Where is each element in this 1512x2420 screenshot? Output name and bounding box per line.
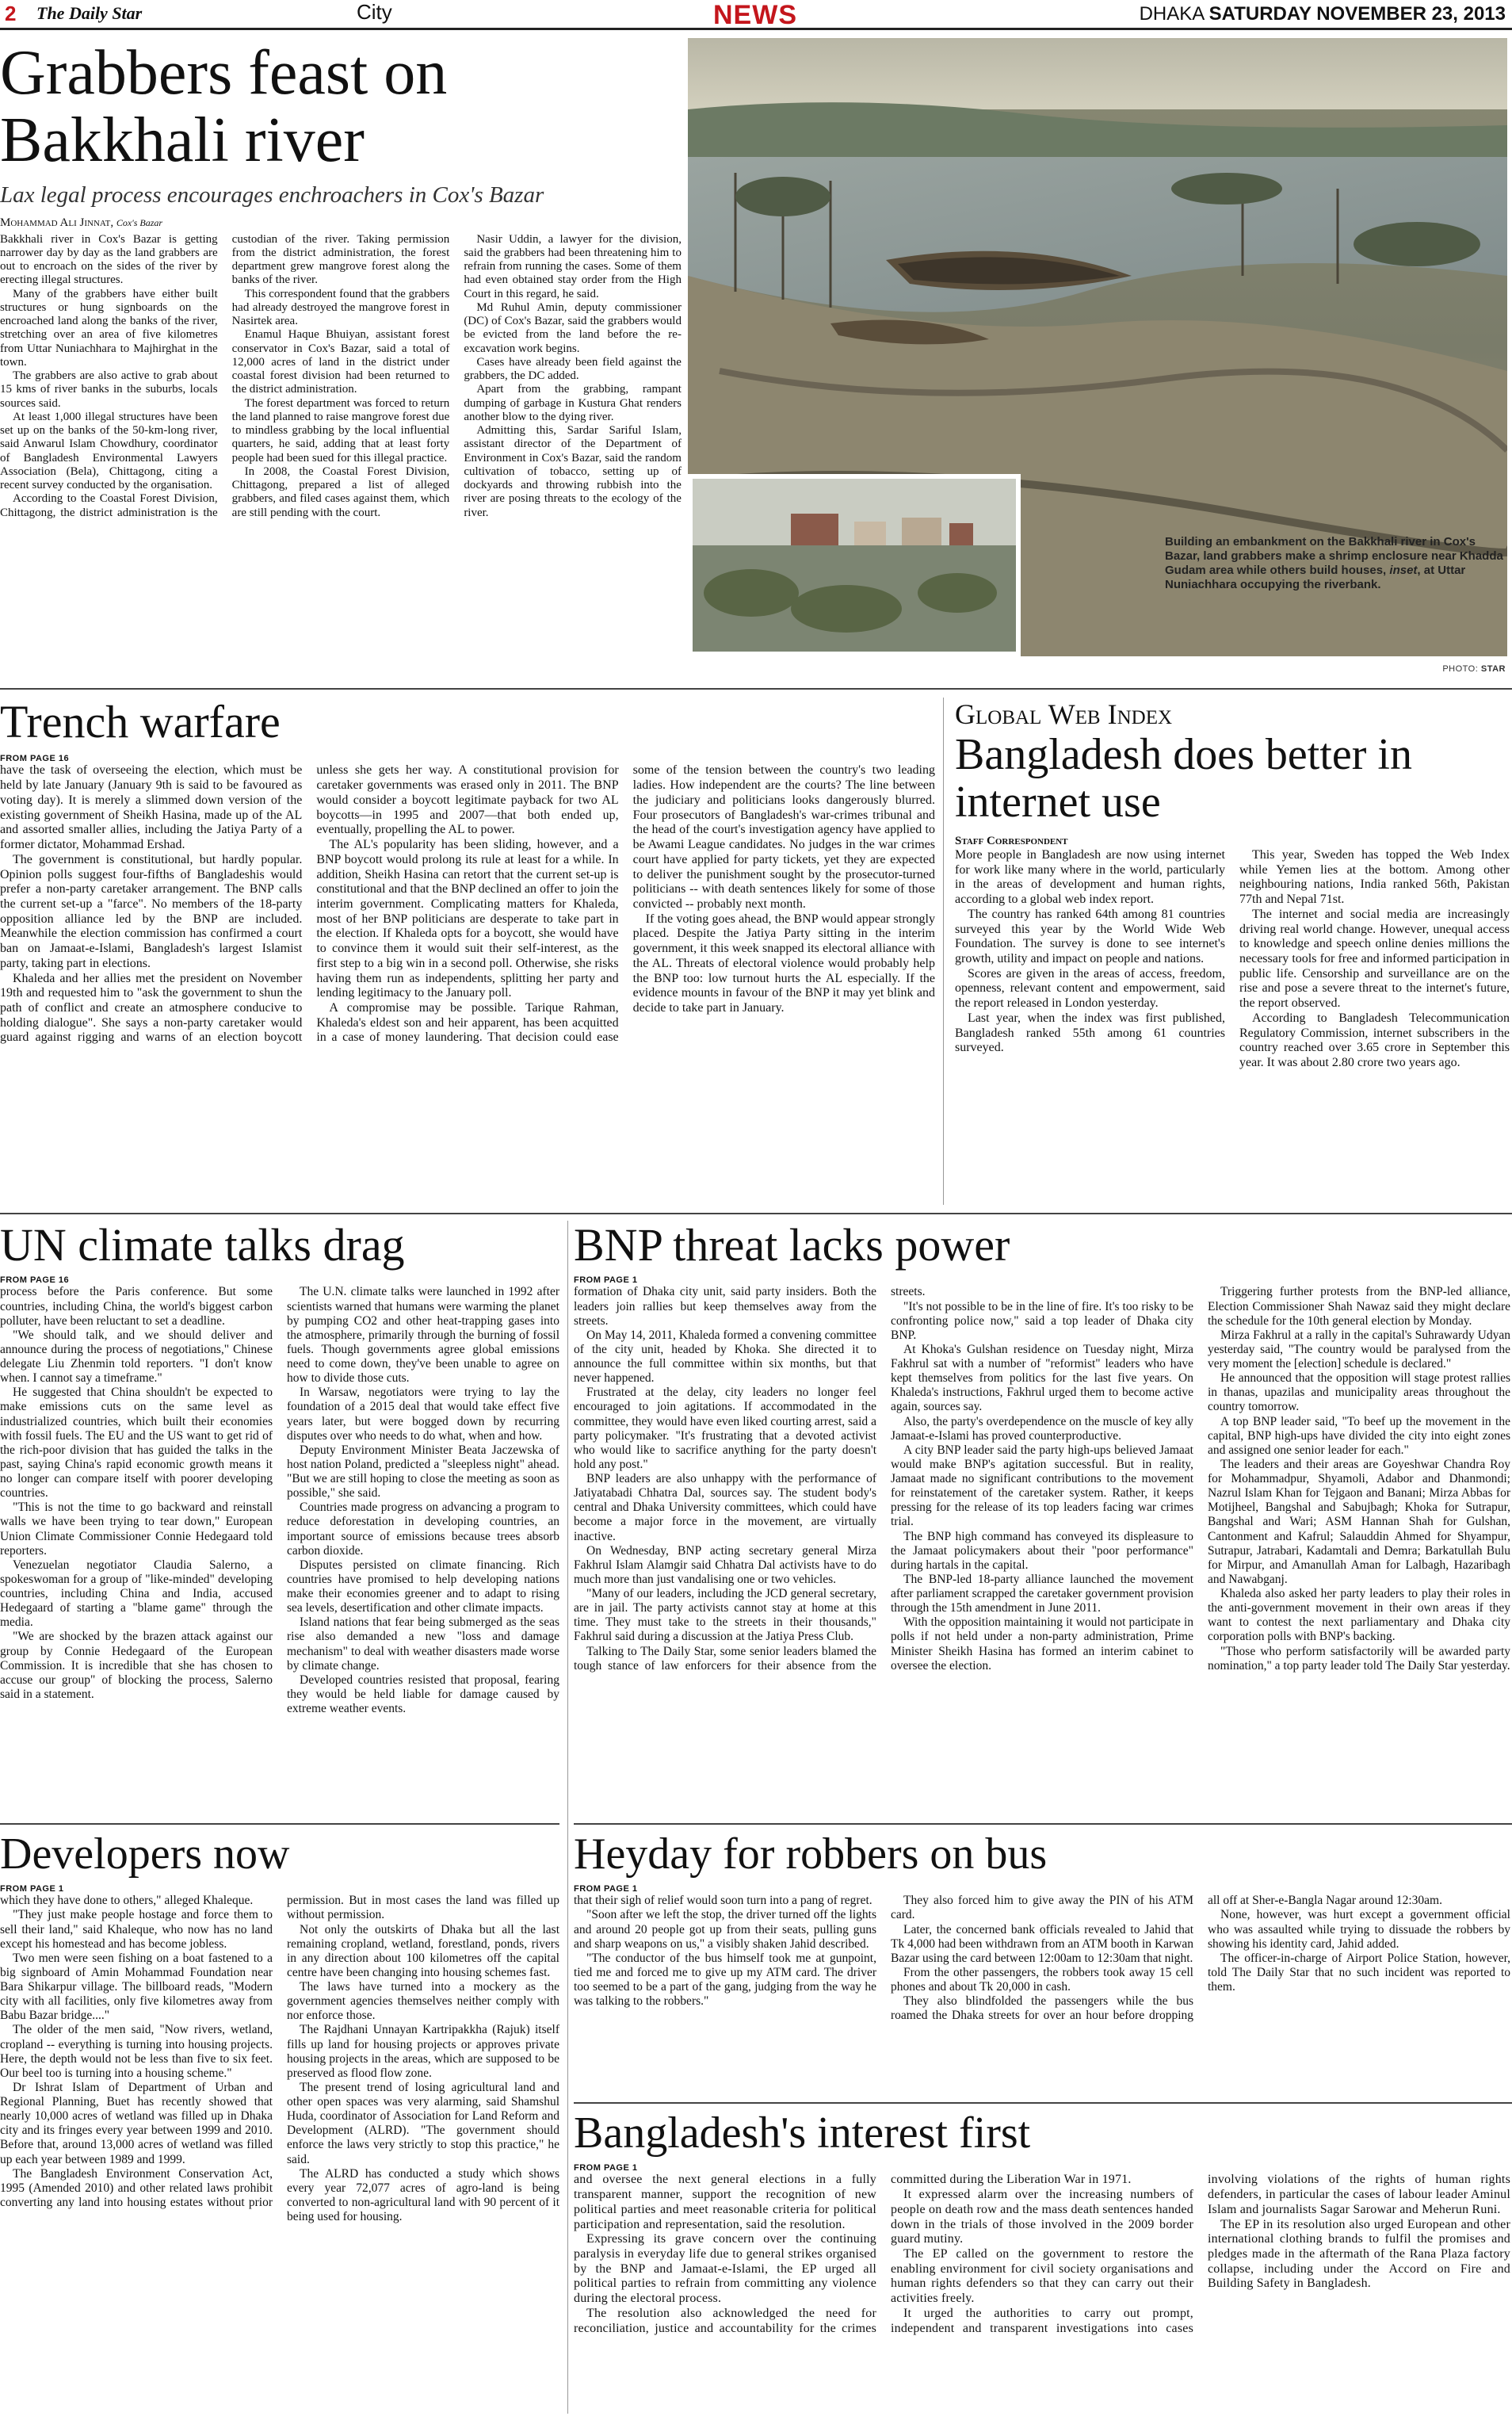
paragraph: Talking to The Daily Star, some senior leaders blamed the tough stance of law enforcers for their absence from the streets. (574, 1285, 926, 1673)
paragraph: Khaleda and her allies met the president on November 19th and requested him to "ask the government to shun the path of conflict and create an atmosphere conducive to holding dialogue". She says a non-party caretaker would guard against rigging and warns of an election boycott unless she gets her way. A constitutional provision for caretaker governments was erased only in 2011. The BNP would consider a boycott legitimate payback for two AL boycotts—in 1995 and 2007—that both ended up, eventually, propelling the AL to power. (0, 763, 619, 1045)
kicker: Global Web Index (955, 698, 1173, 730)
paragraph: Mirza Fakhrul at a rally in the capital's Suhrawardy Udyan yesterday said, "The country would be paralysed from the very moment the [election] schedule is declared." (1208, 1328, 1510, 1371)
paragraph: "This is not the time to go backward and reinstall walls we have been trying to tear down," European Union Climate Commissioner Connie Hedegaard told reporters. (0, 1501, 273, 1558)
caption-part-b: , at Uttar Nuniachhara occupying the riverbank. (1165, 564, 1466, 591)
paragraph: that their sigh of relief would soon turn into a pang of regret. (574, 1894, 872, 1908)
paragraph: The AL's popularity has been sliding, however, and a BNP boycott would prolong its rule at least for a while. In addition, Sheikh Hasina can retort that the current set-up is constitutional and that the BNP declined an offer to join the interim government. Complicating matters for Khaleda, most of her BNP politicians are desperate to take part in the election. If Khaleda opts for a boycott, she would have to convince them it would suit their self-interest, as the first step to a big win in a second poll. Otherwise, she risks having them run as independents, splitting her party and lending legitimacy to the January poll. (316, 838, 619, 1000)
credit-label: PHOTO: (1442, 664, 1479, 674)
headline: Bangladesh's interest first (574, 2108, 1031, 2158)
divider (574, 2102, 1512, 2104)
paragraph: "Soon after we left the stop, the driver turned off the lights and around 20 people got up from their seats, pulling guns and sharp weapons on us," a visibly shaken Jahid described. (574, 1908, 876, 1951)
paragraph: The leaders and their areas are Goyeshwar Chandra Roy for Mohammadpur, Shyamoli, Adabor and Dhanmondi; Nazrul Islam Khan for Tejgaon and Banani; Mirza Abbas for Motijheel, Bangshal and Sabujbagh; Khoka for Sutrapur, Bangshal and Wari; ASM Hannan Shah for Gulshan, Cantonment and Kafrul; Salauddin Ahmed for Shyampur, Sutrapur, Jatrabari, Kadamtali and Demra; Barkatullah Bulu for Mirpur, and Amanullah Aman for Lalbagh, Hazaribagh and Nawabganj. (1208, 1457, 1510, 1586)
story-interest-first (574, 2110, 1510, 2419)
paragraph: On Wednesday, BNP acting secretary general Mirza Fakhrul Islam Alamgir said Chhatra Dal activists have to do much more than just vandalising one or two vehicles. (574, 1543, 876, 1586)
paragraph: The resolution also acknowledged the need for reconciliation, justice and accountability for the crimes committed during the Liberation War in 1971. (574, 2173, 1132, 2335)
category-label: NEWS (713, 0, 797, 30)
paragraph: In 2008, the Coastal Forest Division, Chittagong, prepared a list of alleged grabbers, and filed cases against them, which are still pending with the court. (231, 465, 450, 519)
paragraph: A city BNP leader said the party high-ups believed Jamaat would make BNP's agitation successful. But in reality, Jamaat made no significant contributions to the movement for reinstatement of the caretaker system. Rather, it keeps pressing for the release of its top leaders facing war crimes trial. (891, 1443, 1193, 1529)
paragraph: With the opposition maintaining it would not participate in polls if not held under a non-party administration, Prime Minister Sheikh Hasina has formed an interim cabinet to oversee the election. (891, 1615, 1193, 1673)
byline-name: Mohammad Ali Jinnat, (0, 216, 114, 229)
paragraph: The present trend of losing agricultural land and other open spaces was very alarming, said Shamshul Huda, coordinator of Association for Land Reform and Development (ALRD). "The government should enforce the laws very strictly to stop this practice," he said. (287, 2080, 559, 2166)
paragraph: If the voting goes ahead, the BNP would appear strongly placed. Despite the Jatiya Party sitting in the interim government, it this week snapped its electoral alliance with the AL. Threats of electoral violence would probably help the BNP too: low turnout hurts the AL especially. If the evidence mounts in favour of the BNP it may yet blink and decide to take part in January. (632, 912, 935, 1015)
article-body (955, 848, 1510, 1165)
story-internet-use (955, 698, 1510, 1205)
paragraph: The laws have turned into a mockery as the government agencies themselves neither comply with nor enforce those. (287, 1980, 559, 2023)
headline: Developers now (0, 1829, 290, 1879)
paragraph: "We should talk, and we should deliver and announce during the process of negotiations," Chinese delegate Liu Zhenmin told reporters. "I don't know when. I cannot say a timeframe." (0, 1328, 273, 1386)
paragraph: Bakkhali river in Cox's Bazar is getting narrower day by day as the land grabbers are out to encroach on the sides of the river by erecting illegal structures. (0, 232, 218, 287)
story-un-climate (0, 1221, 559, 1807)
paragraph: which they have done to others," alleged Khaleque. (0, 1894, 254, 1908)
caption-part-a: Building an embankment on the Bakkhali river in Cox's Bazar, land grabbers make a shrimp enclosure near Khadda Gudam area while others build houses, (1165, 535, 1503, 577)
from-page: FROM PAGE 16 (0, 1275, 70, 1286)
paragraph: formation of Dhaka city unit, said party insiders. Both the leaders join rallies but keep themselves away from the streets. (574, 1285, 876, 1328)
byline (0, 216, 682, 230)
paragraph: Triggering further protests from the BNP-led alliance, Election Commissioner Shah Nawaz said they might declare the schedule for the 10th general election by Monday. (1208, 1285, 1510, 1328)
headline: BNP threat lacks power (574, 1219, 1010, 1271)
story-trench-warfare (0, 698, 935, 1221)
paragraph: "The conductor of the bus himself took me at gunpoint, tied me and forced me to give up my ATM card. The driver too seemed to be a part of the gang, judging from the way he was talking to the robbers." (574, 1951, 876, 2009)
paragraph: The grabbers are also active to grab about 15 kms of river banks in the suburbs, locals sources said. (0, 369, 218, 410)
paragraph: The government is constitutional, but hardly popular. Opinion polls suggest four-fifths of Bangladeshis would prefer a non-party caretaker arrangement. The BNP calls the current set-up a "farce". No members of the 18-party opposition alliance led by the BNP are included. Meanwhile the election commission has confirmed a court ban on Jamaat-e-Islami, Bangladesh's largest Islamist party, taking part in elections. (0, 852, 303, 970)
photo-credit (1442, 664, 1506, 674)
paragraph: The country has ranked 64th among 81 countries surveyed this year by the World Wide Web Foundation. The survey is done to see internet's growth, utility and impact on people and nations. (955, 907, 1225, 965)
paragraph: The ALRD has conducted a study which shows every year 72,077 acres of agro-land is being converted to non-agricultural land with 90 percent of it being used for housing. (287, 2166, 559, 2224)
divider (574, 1823, 1512, 1825)
paragraph: "Those who perform satisfactorily will be awarded party nomination," a top party leader told The Daily Star yesterday. (1208, 1644, 1510, 1673)
paragraph: The U.N. climate talks were launched in 1992 after scientists warned that humans were warming the planet by pumping CO2 and other heat-trapping gases into the atmosphere, primarily through the burning of fossil fuels. Though governments agree global emissions need to come down, they've been unable to agree on how to divide those cuts. (287, 1285, 559, 1386)
paragraph: More people in Bangladesh are now using internet for work like many where in the world, particularly in the areas of development and human rights, according to a global web index report. (955, 847, 1225, 907)
story-developers (0, 1831, 559, 2418)
caption-inset: inset (1389, 564, 1418, 577)
paragraph: From the other passengers, the robbers took away 15 cell phones and about Tk 20,000 in cash. (891, 1965, 1193, 1994)
paragraph: Island nations that fear being submerged as the seas rise also demanded a new "loss and damage mechanism" to deal with weather disasters made worse by climate change. (287, 1615, 559, 1673)
from-page: FROM PAGE 16 (0, 754, 70, 764)
paragraph: On May 14, 2011, Khaleda formed a convening committee of the city unit, headed by Khoka. She directed it to announce the full committee within six months, but that never happened. (574, 1328, 876, 1386)
paragraph: Khaleda also asked her party leaders to play their roles in the anti-government movement in their own areas if they want to contest the next parliamentary and Dhaka city corporation polls with BNP's backing. (1208, 1587, 1510, 1644)
paragraph: This year, Sweden has topped the Web Index while Yemen lies at the bottom. Among other neighbouring nations, India ranked 56th, Pakistan 77th and Nepal 71st. (1239, 847, 1510, 907)
paragraph: "They just make people hostage and force them to sell their land," said Khaleque, who now has no land except his homestead and has become jobless. (0, 1908, 273, 1951)
article-body (0, 1285, 559, 1808)
subheadline: Lax legal process encourages enchroachers in Cox's Bazar (0, 182, 544, 208)
article-body (0, 233, 682, 701)
paragraph: Scores are given in the areas of access, freedom, openness, relevant content and empowerment, said the report released in London yesterday. (955, 966, 1225, 1011)
story-grabbers (0, 40, 682, 698)
paragraph: and oversee the next general elections in a fully transparent manner, support the recognition of new political parties and meet reasonable criteria for political participation and representation, said the resolution. (574, 2173, 876, 2231)
headline: Bangladesh does better in internet use (955, 730, 1412, 828)
paragraph: Expressing its grave concern over the continuing paralysis in everyday life due to general strikes organised by the BNP and Jamaat-e-Islami, the EP urged all political parties to refrain from committing any violence during the electoral process. (574, 2232, 876, 2306)
page-number: 2 (5, 2, 17, 25)
paragraph: The Bangladesh Environment Conservation Act, 1995 (Amended 2010) and other related laws prohibit converting any land into housing estates without prior permission. But in most cases the land was filled up without permission. (0, 1894, 559, 2209)
paragraph: In Warsaw, negotiators were trying to lay the foundation of a 2015 deal that would take effect five years later, but were bogged down by recurring disputes over who needs to do what, when and how. (287, 1386, 559, 1443)
paragraph: They also forced him to give away the PIN of his ATM card. (891, 1894, 1193, 1922)
paragraph: At least 1,000 illegal structures have been set up on the banks of the 50-km-long river, said Anwarul Islam Chowdhury, coordinator of Bangladesh Environmental Lawyers Association (Bela), Chittagong, citing a recent survey conducted by the organisation. (0, 410, 218, 492)
story-bus-robbers (574, 1831, 1510, 2093)
paragraph: have the task of overseeing the election, which must be held by late January (January 9th is said to be favoured as voting day). It is merely a slimmed down version of the existing government of Sheikh Hasina, made up of the AL and assorted smaller allies, including the Jatiya Party of a former dictator, Mohammad Ershad. (0, 763, 303, 852)
paragraph: They also blindfolded the passengers while the bus roamed the Dhaka streets for over an hour before dropping all off at Sher-e-Bangla Nagar around 12:30am. (891, 1894, 1442, 2023)
headline: UN climate talks drag (0, 1219, 405, 1271)
section-label: City (357, 0, 392, 24)
paragraph: Developed countries resisted that proposal, fearing they would be held liable for damage caused by extreme weather events. (287, 1673, 559, 1716)
paragraph: Disputes persisted on climate financing. Rich countries have promised to help developing nations make their economies greener and to adapt to rising sea levels, desertification and other climate impacts. (287, 1558, 559, 1615)
paragraph: Md Ruhul Amin, deputy commissioner (DC) of Cox's Bazar, said the grabbers would be evicted from the land before the re-excavation work begins. (464, 300, 682, 355)
from-page: FROM PAGE 1 (0, 1884, 64, 1894)
paragraph: The forest department was forced to return the land planned to raise mangrove forest due to mindless grabbing by the local influential quarters, he said, adding that at least forty people had been sued for this illegal practice. (231, 396, 450, 465)
paragraph: He announced that the opposition will stage protest rallies in thanas, upazilas and municipality areas throughout the country tomorrow. (1208, 1371, 1510, 1414)
paragraph: "It's not possible to be in the line of fire. It's too risky to be confronting police now," said a top leader of Dhaka city BNP. (891, 1299, 1193, 1342)
masthead (0, 0, 1512, 30)
paragraph: Enamul Haque Bhuiyan, assistant forest conservator in Cox's Bazar, said a total of 12,000 acres of land in the district under coastal forest division had been returned to the district administration. (231, 328, 450, 396)
from-page: FROM PAGE 1 (574, 1275, 638, 1286)
date-place: DHAKA (1139, 3, 1204, 25)
credit-source: STAR (1480, 664, 1506, 674)
paragraph: The EP called on the government to restore the enabling environment for civil society organisations and human rights defenders so that they can carry out their activities freely. (891, 2246, 1193, 2306)
paragraph: According to Bangladesh Telecommunication Regulatory Commission, internet subscribers in the country reached over 3.65 crore in September this year. It was about 2.80 crore two years ago. (1239, 1011, 1510, 1069)
paragraph: He suggested that China shouldn't be expected to make emissions cuts on the same level as industrialized countries, which built their economies with fossil fuels. The EU and the US want to get rid of the rich-poor division that has guided the talks in the past, saying China's rapid economic growth means it no longer can compare itself with poorer developing countries. (0, 1386, 273, 1501)
paragraph: BNP leaders are also unhappy with the performance of Jatiyatabadi Chhatra Dal, sources say. The student body's central and Dhaka University committees, which could have become a major force in the movement, are virtually inactive. (574, 1472, 876, 1543)
paragraph: Later, the concerned bank officials revealed to Jahid that Tk 4,000 had been withdrawn from an ATM booth in Karwan Bazar using the card between 12:00am to 12:30am that night. (891, 1922, 1193, 1965)
paragraph: The BNP high command has conveyed its displeasure to the Jamaat policymakers about their "poor performance" during hartals in the capital. (891, 1529, 1193, 1572)
paragraph: Frustrated at the delay, city leaders no longer feel encouraged to join agitations. If accommodated in the committee, they would have even liked courting arrest, said a party policymaker. "It's frustrating that a devoted activist who would like to sacrifice anything for the party doesn't hold any post." (574, 1386, 876, 1471)
inset-photo (688, 474, 1021, 656)
paragraph: Countries made progress on advancing a program to reduce deforestation in developing countries, an important source of emissions because trees absorb carbon dioxide. (287, 1501, 559, 1558)
paragraph: Admitting this, Sardar Sariful Islam, assistant director of the Department of Environment in Cox's Bazar, said the random cultivation of tobacco, setting up of dockyards and throwing rubbish into the river are posing threats to the ecology of the river. (464, 424, 682, 519)
paragraph: At Khoka's Gulshan residence on Tuesday night, Mirza Fakhrul sat with a number of "reformist" leaders who have kept themselves from politics for the last five years. On Khaleda's instructions, Fakhrul urged them to become active again, sources say. (891, 1342, 1193, 1414)
paragraph: The officer-in-charge of Airport Police Station, however, told The Daily Star that no such incident was reported to them. (1208, 1951, 1510, 1994)
paragraph: A compromise may be possible. Tarique Rahman, Khaleda's eldest son and heir apparent, has been acquitted in a case of money laundering. That decision could ease some of the tension between the country's two leading ladies. How independent are the courts? The line between the judiciary and politicians looks dangerously blurred. Four prosecutors of Bangladesh's war-crimes tribunal and the head of the court's investigation agency have applied to be Awami League candidates. No judges in the war crimes court have applied for party tickets, yet they are expected to deliver the punishment sought by the prosecutor-turned politicians -- with death sentences likely for some of those convicted -- probably next month. (316, 763, 935, 1045)
paragraph: The Rajdhani Unnayan Kartripakkha (Rajuk) itself fills up land for housing projects or approves private housing projects in the areas, which are supposed to be preserved as flood flow zone. (287, 2023, 559, 2080)
paragraph: "Many of our leaders, including the JCD general secretary, are in jail. The party activists cannot stay at home at this time. They must take to the streets in their thousands," Fakhrul said during a discussion at the Jatiya Press Club. (574, 1587, 876, 1644)
paragraph: The BNP-led 18-party alliance launched the movement after parliament scrapped the caretaker government provision through the 15th amendment in June 2011. (891, 1572, 1193, 1615)
divider (0, 688, 1512, 690)
paragraph: It urged the authorities to carry out prompt, independent and transparent investigations into cases involving violations of the rights of human rights defenders, in particular the cases of labour leader Aminul Islam and journalists Sagar Sarowar and Meherun Runi. (891, 2173, 1510, 2335)
divider (0, 1823, 559, 1825)
divider (567, 1221, 568, 2414)
byline-place: Cox's Bazar (116, 216, 163, 228)
headline: Grabbers feast on Bakkhali river (0, 38, 448, 175)
paragraph: Last year, when the index was first published, Bangladesh ranked 55th among 61 countries surveyed. (955, 1011, 1225, 1055)
paragraph: It expressed alarm over the increasing numbers of people on death row and the mass death sentences handed down in the trials of those involved in the 2009 border guard mutiny. (891, 2188, 1193, 2246)
paragraph: Cases have already been field against the grabbers, the DC added. (464, 355, 682, 383)
paragraph: Apart from the grabbing, rampant dumping of garbage in Kustura Ghat renders another blow to the dying river. (464, 383, 682, 423)
article-body (574, 1894, 1510, 2092)
paragraph: Not only the outskirts of Dhaka but all the last remaining cropland, wetland, forestland, ponds, rivers in any direction about 100 kilometres off the capital centre have been changing into housing schemes fast. (287, 1922, 559, 1979)
paragraph: Two men were seen fishing on a boat fastened to a big signboard of Amin Mohammad Foundation near Bara Shikarpur village. The billboard reads, "Modern city with all facilities, only five kilometres away from Babu Bazar bridge...." (0, 1951, 273, 2023)
paragraph: Dr Ishrat Islam of Department of Urban and Regional Planning, Buet has recently showed that nearly 10,000 acres of wetland was filled up in Dhaka city and its fringes every year between 1999 and 2010. Before that, around 13,000 acres of wetland was filled up each year between 1989 and 1999. (0, 2080, 273, 2166)
date-text: SATURDAY NOVEMBER 23, 2013 (1208, 3, 1506, 25)
paragraph: This correspondent found that the grabbers had already destroyed the mangrove forest in Nasirtek area. (231, 287, 450, 328)
paper-logo: The Daily Star (36, 3, 143, 23)
headline: Heyday for robbers on bus (574, 1829, 1048, 1879)
issue-date (1140, 3, 1506, 25)
paragraph: According to the Coastal Forest Division, Chittagong, the district administration is the custodian of the river. Taking permission from the district administration, the forest department grew mangrove forest along the banks of the river. (0, 232, 450, 519)
paragraph: The internet and social media are increasingly driving real world change. However, unequal access to knowledge and speech online denies millions the necessary tools for free and informed participation in public life. Censorship and surveillance are on the rise and pose a severe threat to the internet's future, the report observed. (1239, 907, 1510, 1011)
article-body (574, 2173, 1510, 2418)
from-page: FROM PAGE 1 (574, 2163, 638, 2173)
paragraph: The older of the men said, "Now rivers, wetland, cropland -- everything is turning into housing projects. Here, the depth would not be less than five to six feet. Our beel too is turning into a housing scheme." (0, 2023, 273, 2080)
article-body (574, 1285, 1510, 1808)
article-body (0, 1894, 559, 2417)
paragraph: Nasir Uddin, a lawyer for the division, said the grabbers had been threatening him to refrain from running the cases. Some of them had even obtained stay order from the High Court in this regard, he said. (464, 232, 682, 300)
paragraph: process before the Paris conference. But some countries, including China, the world's biggest carbon polluter, have been reluctant to set a deadline. (0, 1285, 273, 1328)
paragraph: "We are shocked by the brazen attack against our group by Connie Hedegaard of the European Commission. It is incredible that she has chosen to accuse our group" of blocking the process, Salerno said in a statement. (0, 1630, 273, 1701)
paragraph: Also, the party's overdependence on the muscle of key ally Jamaat-e-Islami has proved counterproductive. (891, 1414, 1193, 1443)
divider (0, 1213, 1512, 1214)
paragraph: A top BNP leader said, "To beef up the movement in the capital, BNP high-ups have divided the city into eight zones and assigned one senior leader for each." (1208, 1414, 1510, 1457)
byline: Staff Correspondent (955, 834, 1068, 847)
photo-caption (1165, 535, 1506, 592)
paragraph: None, however, was hurt except a government official who was assaulted while trying to dissuade the robbers by showing his identity card, Jahid added. (1208, 1908, 1510, 1951)
paragraph: Deputy Environment Minister Beata Jaczewska of host nation Poland, predicted a "sleepless night" ahead. "But we are still hoping to close the meeting as soon as possible," she said. (287, 1443, 559, 1501)
paragraph: Many of the grabbers have either built structures or hung signboards on the encroached land along the banks of the river, stretching over an area of five kilometres from Uttar Nuniachhara to Majhirghat in the town. (0, 287, 218, 369)
story-bnp-threat (574, 1221, 1510, 1807)
from-page: FROM PAGE 1 (574, 1884, 638, 1894)
headline: Trench warfare (0, 696, 281, 747)
article-body (0, 763, 935, 1215)
divider (943, 698, 944, 1205)
paragraph: Venezuelan negotiator Claudia Salerno, a spokeswoman for a group of "like-minded" developing countries, including China and India, accused Hedegaard of starting a "blame game" through the media. (0, 1558, 273, 1630)
paragraph: The EP in its resolution also urged European and other international clothing brands to fulfil the promises and pledges made in the aftermath of the Rana Plaza factory collapse, including under the Accord on Fire and Building Safety in Bangladesh. (1208, 2217, 1510, 2291)
